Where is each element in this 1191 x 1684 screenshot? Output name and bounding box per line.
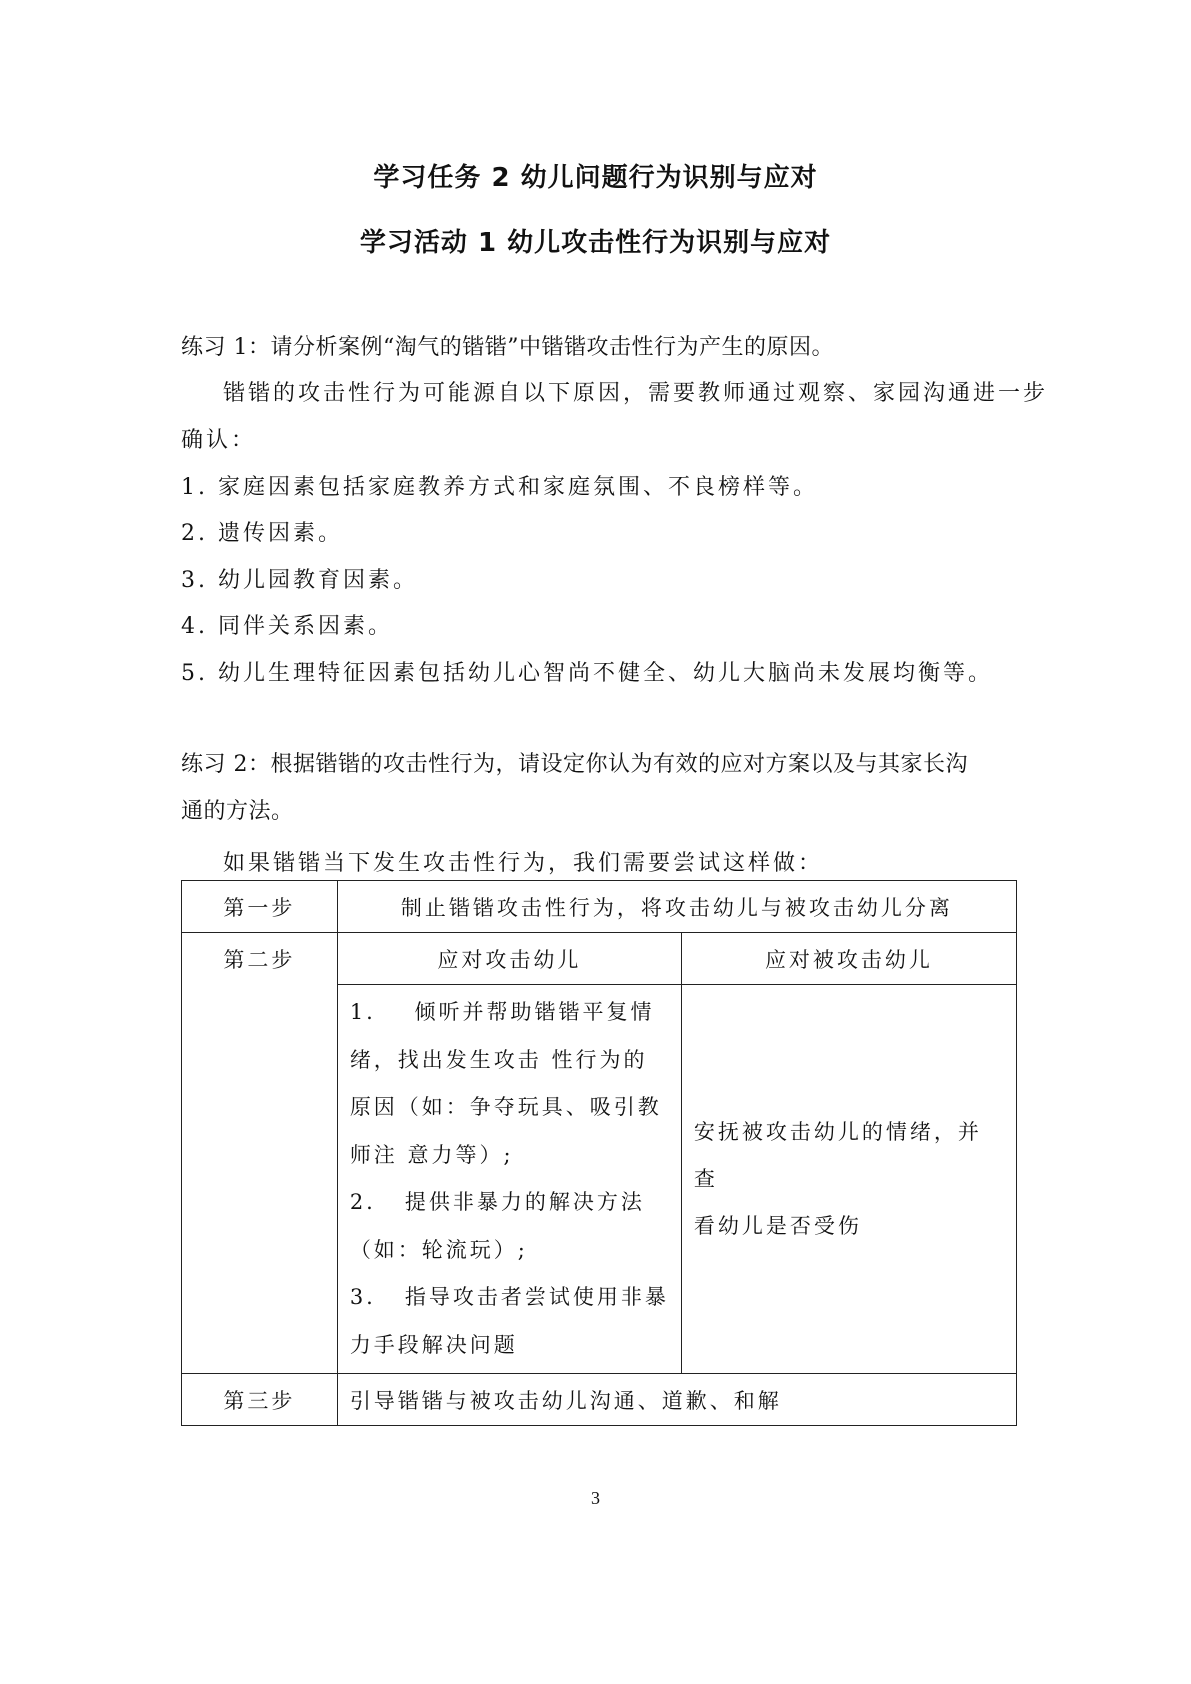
table-row [182,881,1017,933]
victim-action-line: 看幼儿是否受伤 [693,1213,862,1238]
step1-text: 制止锴锴攻击性行为，将攻击幼儿与被攻击幼儿分离 [400,896,953,920]
exercise1-prompt: 练习 1：请分析案例“淘气的锴锴”中锴锴攻击性行为产生的原因。 [181,335,834,360]
cause-item: 1. 家庭因素包括家庭教养方式和家庭氛围、不良榜样等。 [181,475,818,500]
step2-label-cell [182,933,338,1374]
attacker-action-line: 力手段解决问题 [349,1332,518,1357]
step1-label-cell [182,881,338,933]
attacker-action-line: 师注 意力等）; [349,1142,514,1167]
exercise2-prompt-line2: 通的方法。 [181,799,294,824]
exercise2-prompt-line1: 练习 2：根据锴锴的攻击性行为，请设定你认为有效的应对方案以及与其家长沟 [181,752,968,777]
victim-actions-cell [681,985,1016,1374]
step3-text: 引导锴锴与被攻击幼儿沟通、道歉、和解 [349,1389,782,1413]
step1-label: 第一步 [223,896,296,920]
step1-text-cell [337,881,1016,933]
attacker-action-line: 原因（如：争夺玩具、吸引教 [349,1095,662,1119]
attacker-actions-cell [337,985,681,1374]
victim-action-line: 安抚被攻击幼儿的情绪，并查 [693,1119,982,1191]
step3-label: 第三步 [223,1389,296,1413]
cause-item: 5. 幼儿生理特征因素包括幼儿心智尚不健全、幼儿大脑尚未发展均衡等。 [181,661,993,686]
step3-text-cell [337,1374,1016,1426]
attacker-action-line: 1. 倾听并帮助锴锴平复情 [349,1000,655,1024]
steps-table [181,880,1017,1426]
step3-label-cell [182,1374,338,1426]
attacker-action-line: 绪，找出发生攻击 性行为的 [349,1047,648,1072]
exercise1-intro-line2: 确认： [181,428,257,453]
table-row [182,933,1017,985]
exercise1-intro-line1: 锴锴的攻击性行为可能源自以下原因，需要教师通过观察、家园沟通进一步 [223,381,1049,406]
victim-header-cell [681,933,1016,985]
step2-label: 第二步 [223,948,296,972]
cause-item: 2. 遗传因素。 [181,521,343,546]
attacker-header-cell [337,933,681,985]
cause-item: 3. 幼儿园教育因素。 [181,568,418,593]
exercise2-lead: 如果锴锴当下发生攻击性行为，我们需要尝试这样做： [223,851,824,876]
cause-item: 4. 同伴关系因素。 [181,614,393,639]
attacker-action-line: 3. 指导攻击者尝试使用非暴 [349,1285,669,1309]
col-victim-header: 应对被攻击幼儿 [764,948,933,972]
activity-title: 学习活动 1 幼儿攻击性行为识别与应对 [359,228,832,258]
attacker-action-line: （如：轮流玩）; [349,1237,528,1262]
col-attacker-header: 应对攻击幼儿 [437,948,582,972]
page-number: 3 [591,1488,600,1508]
task-title: 学习任务 2 幼儿问题行为识别与应对 [373,163,818,193]
table-row [182,1374,1017,1426]
attacker-action-line: 2. 提供非暴力的解决方法 [349,1190,645,1214]
